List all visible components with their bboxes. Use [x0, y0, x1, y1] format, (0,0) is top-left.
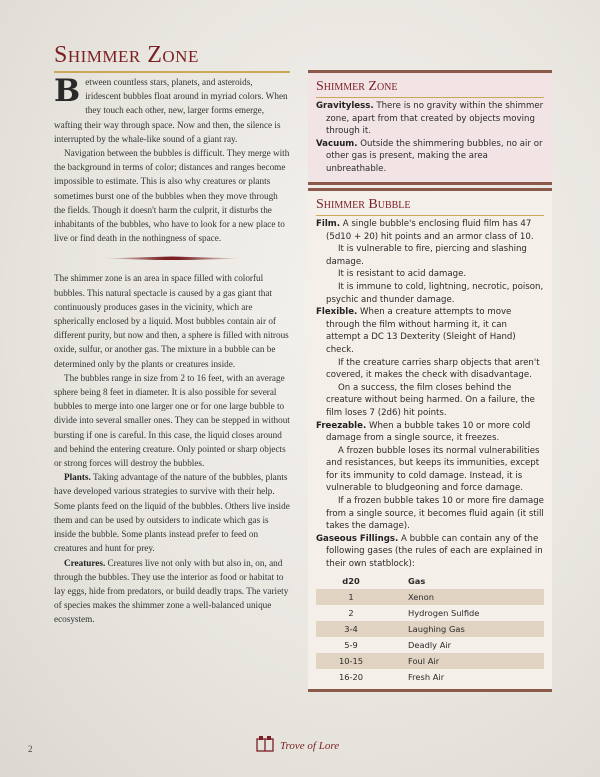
table-row — [316, 589, 544, 605]
title-underline — [54, 71, 290, 73]
page-number: 2 — [28, 744, 33, 754]
film-entry — [316, 218, 544, 243]
gas-cell: Fresh Air — [408, 672, 445, 683]
roll-cell: 5-9 — [344, 640, 358, 651]
size-paragraph: The bubbles range in size from 2 to 16 feet, with an average sphere being 8 feet in diameter. It is also possible for several bubbles to merge into one larger one or for one large bubble to divide into several smaller ones. They can be stepped in without bursting if one is careful. In this case, the liquid closes around and behind the entering creature. Only pointed or sharp objects or strong forces will destroy the bubbles. — [54, 372, 290, 469]
freezable-text: When a bubble takes 10 or more cold damage from a single source, it freezes. — [326, 420, 531, 444]
creatures-label: Creatures. — [64, 557, 106, 568]
roll-cell: 3-4 — [316, 621, 386, 637]
d20-header: d20 — [342, 575, 360, 586]
freezable-label: Freezable. — [316, 420, 367, 431]
intro-paragraph — [54, 75, 290, 146]
flexible-entry — [316, 306, 544, 356]
description-paragraph: The shimmer zone is an area in space filled with colorful bubbles. This natural spectacle is caused by a gas giant that continuously produces gases in the vicinity, which are spherically enclosed by a liquid. Most bubbles contain air of different purity, but now and then, a sphere is filled with nitrous oxide, sulfur, or another gas. The mixture in a bubble can be determined only by the plants or creatures inside. — [54, 273, 289, 369]
flexible-label: Flexible. — [316, 307, 358, 318]
gas-header: Gas — [408, 575, 426, 586]
table-row — [316, 605, 544, 621]
flexible-success: On a success, the film closes behind the creature without being harmed. On a failure, the film loses 7 (2d6) hit points. — [326, 382, 535, 418]
gravityless-text: There is no gravity within the shimmer zone, apart from that created by objects moving through it. — [326, 101, 544, 137]
freezable-entry — [316, 420, 544, 445]
gas-cell: Xenon — [386, 589, 544, 605]
gravityless-label: Gravityless. — [316, 101, 374, 111]
gas-table-header — [316, 573, 544, 590]
freezable-fire: If a frozen bubble takes 10 or more fire damage from a single source, it becomes fluid again (it still takes the damage). — [326, 496, 544, 532]
freezable-frozen: A frozen bubble loses its normal vulnerabilities and resistances, but keeps its immunities, except for its immunity to cold damage. Instead, it is vulnerable to bludgeoning and force damage. — [326, 445, 540, 494]
vacuum-label: Vacuum. — [316, 138, 358, 149]
film-immune: It is immune to cold, lightning, necrotic, poison, psychic and thunder damage. — [326, 281, 544, 305]
shimmer-bubble-box-title: Shimmer Bubble — [316, 197, 544, 216]
plants-text: Taking advantage of the nature of the bubbles, plants have developed various strategies to survive with their help. Some plants feed on the liquid of the bubbles. Others live inside them and can be used by outsiders to indicate which gas is inside the bubble. Some plants instead prefer to feed on creatures and hunt for prey. — [54, 472, 290, 554]
film-vulnerable: It is vulnerable to fire, piercing and slashing damage. — [326, 244, 527, 267]
roll-cell: 2 — [348, 608, 354, 619]
plants-label: Plants. — [64, 472, 91, 483]
creatures-text: Creatures live not only with but also in, on, and through the bubbles. They use the interior as food or habitat to lay eggs, hide from predators, or build deadly traps. The variety of species makes the shimmer zone a well-balanced unique ecosystem. — [54, 557, 289, 625]
table-row — [316, 637, 544, 653]
vacuum-entry — [316, 138, 544, 176]
gas-cell: Hydrogen Sulfide — [408, 608, 480, 619]
gas-cell: Foul Air — [386, 653, 544, 669]
diamond-divider — [102, 256, 242, 260]
film-label: Film. — [316, 219, 340, 229]
flexible-sharp: If the creature carries sharp objects that aren't covered, it makes the check with disadvantage. — [326, 357, 540, 381]
footer-title: Trove of Lore — [280, 740, 340, 752]
navigation-paragraph: Navigation between the bubbles is difficult. They merge with the background in terms of color; distances and ranges become impossible to estimate. This is also why creatures or plants sometimes burst one of the bubbles when they move through the fields. Though it doesn't harm the culprit, it disturbs the inhabitants of the bubbles, who have to look for a new place to live or find death in the nothingness of space. — [54, 148, 290, 244]
book-icon — [256, 735, 274, 757]
gaseous-label: Gaseous Fillings. — [316, 533, 399, 544]
left-column — [54, 75, 290, 627]
creatures-paragraph — [54, 556, 290, 627]
section-divider — [54, 245, 290, 271]
gas-cell: Laughing Gas — [386, 621, 544, 637]
table-row — [316, 621, 544, 637]
plants-paragraph — [54, 470, 290, 555]
dropcap: B — [54, 73, 81, 109]
roll-cell: 10-15 — [316, 653, 386, 669]
gaseous-text: A bubble can contain any of the following gases (the rules of each are explained in their own statblock): — [326, 533, 543, 570]
film-text: A single bubble's enclosing fluid film has 47 (5d10 + 20) hit points and an armor class of 10. — [326, 219, 534, 242]
gas-cell: Deadly Air — [408, 640, 452, 651]
gas-table — [316, 573, 544, 686]
flexible-text: When a creature attempts to move through the film without harming it, it can attempt a DC 13 Dexterity (Sleight of Hand) check. — [326, 307, 516, 355]
roll-cell: 1 — [316, 589, 386, 605]
film-resistant: It is resistant to acid damage. — [338, 269, 467, 280]
gaseous-entry — [316, 533, 544, 571]
shimmer-bubble-box — [308, 188, 552, 692]
shimmer-zone-box-title: Shimmer Zone — [316, 79, 544, 98]
table-row — [316, 669, 544, 685]
intro-text: etween countless stars, planets, and asteroids, iridescent bubbles float around in myriad colors. When they touch each other, new, larger forms emerge, wafting their way through space. Now and then, the silence is interrupted by the whale-like sound of a giant ray. — [54, 77, 288, 144]
vacuum-text: Outside the shimmering bubbles, no air or other gas is present, making the area unbreathable. — [326, 138, 543, 174]
table-row — [316, 653, 544, 669]
shimmer-zone-box — [308, 70, 552, 185]
page-title: Shimmer Zone — [54, 42, 199, 68]
gravityless-entry — [316, 100, 544, 138]
footer — [256, 736, 339, 756]
roll-cell: 16-20 — [338, 672, 364, 683]
